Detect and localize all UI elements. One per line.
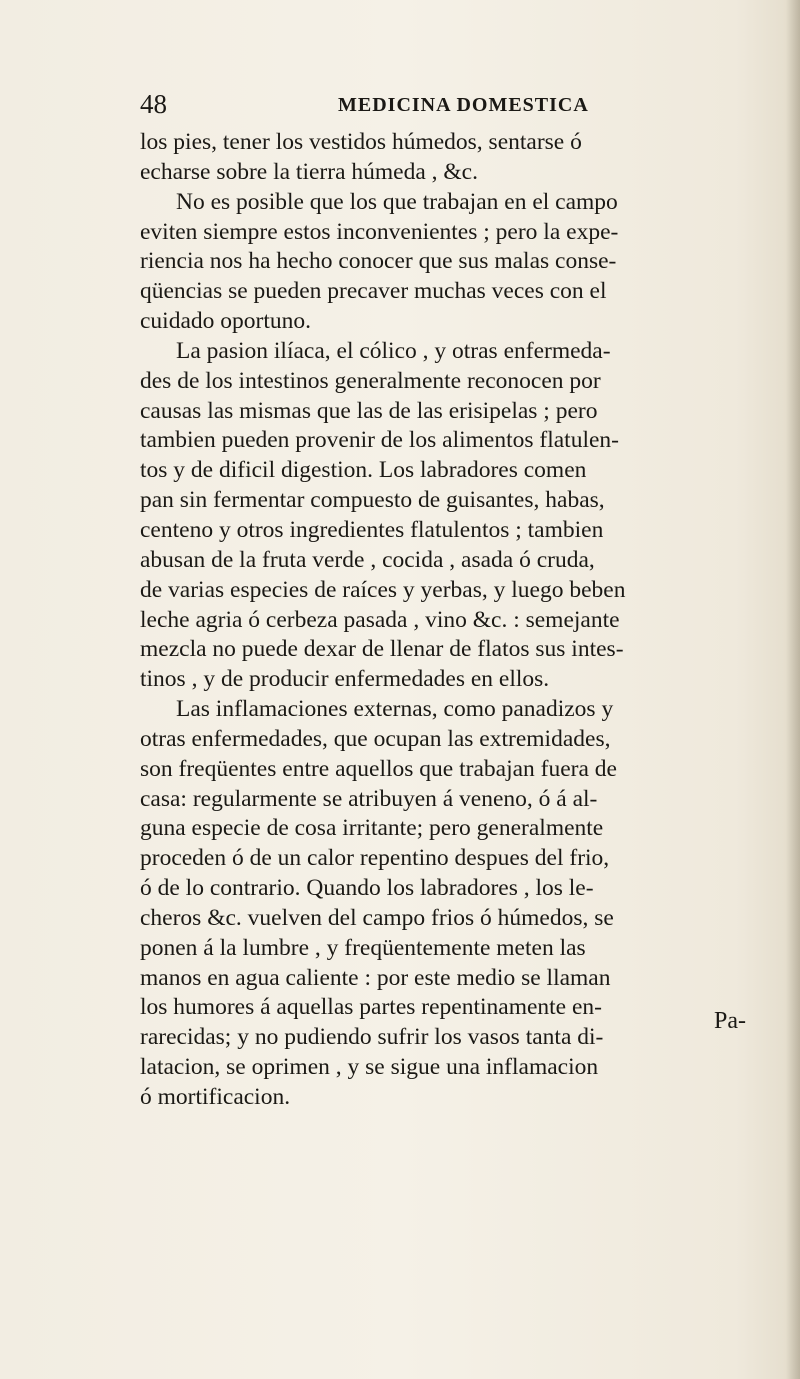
text-line: causas las mismas que las de las erisipelas ; pero [140,397,598,424]
page-header [140,84,740,124]
paragraph-start-line: No es posible que los que trabajan en el campo [176,188,618,215]
text-line: cuidado oportuno. [140,308,311,335]
text-line: manos en agua caliente : por este medio se llaman [140,964,611,991]
text-line: qüencias se pueden precaver muchas veces con el [140,278,607,305]
paragraph-start-line: La pasion ilíaca, el cólico , y otras enfermeda- [176,337,611,364]
text-line: pan sin fermentar compuesto de guisantes, habas, [140,487,605,514]
text-line: casa: regularmente se atribuyen á veneno, ó á al- [140,785,598,812]
text-line: ó de lo contrario. Quando los labradores , los le- [140,875,594,902]
text-line: latacion, se oprimen , y se sigue una inflamacion [140,1054,599,1081]
text-line: ó mortificacion. [140,1084,291,1110]
text-line: riencia nos ha hecho conocer que sus malas conse- [140,248,617,275]
text-line: otras enfermedades, que ocupan las extremidades, [140,725,611,752]
text-line: mezcla no puede dexar de llenar de flatos sus intes- [140,636,624,663]
text-line: los humores á aquellas partes repentinamente en- [140,994,602,1021]
text-line: centeno y otros ingredientes flatulentos ; tambien [140,516,604,543]
page-number: 48 [140,89,167,119]
page-edge-shadow [786,0,800,1379]
text-line: los pies, tener los vestidos húmedos, sentarse ó [140,129,582,155]
catchword: Pa- [714,1008,746,1034]
text-line: ponen á la lumbre , y freqüentemente meten las [140,934,586,961]
text-line: des de los intestinos generalmente reconocen por [140,367,601,394]
text-line: tos y de dificil digestion. Los labradores comen [140,457,587,484]
text-line: cheros &c. vuelven del campo frios ó húmedos, se [140,904,614,931]
text-line: leche agria ó cerbeza pasada , vino &c. : semejante [140,606,620,633]
text-line: tambien pueden provenir de los alimentos flatulen- [140,427,619,454]
text-line: echarse sobre la tierra húmeda , &c. [140,158,478,185]
text-line: son freqüentes entre aquellos que trabajan fuera de [140,755,617,782]
text-line: de varias especies de raíces y yerbas, y luego beben [140,576,626,603]
text-line: abusan de la fruta verde , cocida , asada ó cruda, [140,546,595,573]
paragraph-start-line: Las inflamaciones externas, como panadizos y [176,696,614,723]
body-text [140,128,770,1113]
text-line: tinos , y de producir enfermedades en ellos. [140,666,550,693]
text-line: proceden ó de un calor repentino despues del frio, [140,845,610,872]
text-line: rarecidas; y no pudiendo sufrir los vasos tanta di- [140,1024,604,1051]
text-line: eviten siempre estos inconvenientes ; pero la expe- [140,218,619,245]
running-head: MEDICINA DOMESTICA [338,94,589,116]
text-line: guna especie de cosa irritante; pero generalmente [140,815,604,842]
